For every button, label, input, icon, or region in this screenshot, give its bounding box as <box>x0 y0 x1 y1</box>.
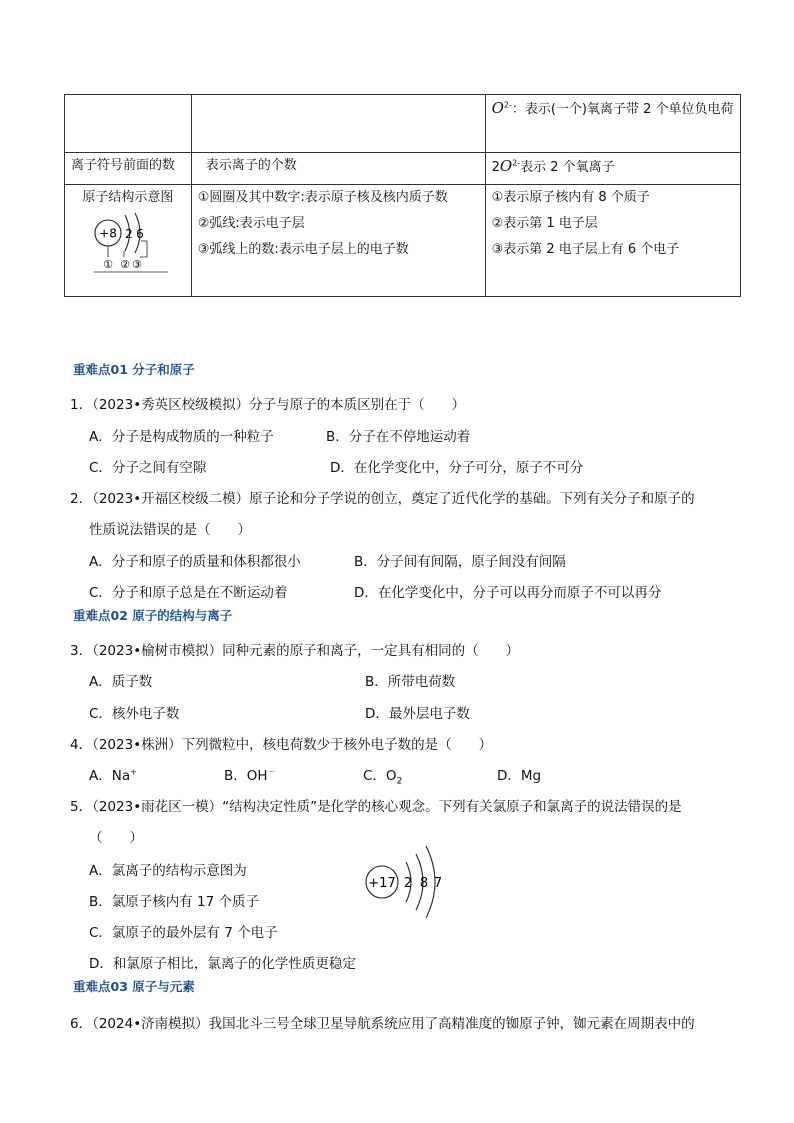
structure-example-item: ③表示第 2 电子层上有 6 个电子 <box>491 242 680 257</box>
option-text: A．Na <box>89 768 131 784</box>
charge-superscript: + <box>130 767 137 777</box>
table-cell <box>191 185 485 297</box>
row-label-structure: 原子结构示意图 <box>82 190 174 205</box>
question-3-option-b: B．所带电荷数 <box>365 674 456 690</box>
question-1-option-d: D．在化学变化中，分子可分，原子不可分 <box>330 460 584 476</box>
question-2-stem: 2．（2023•开福区校级二模）原子论和分子学说的创立，奠定了近代化学的基础。下列有关分子和原子的 <box>70 491 695 507</box>
table-row <box>65 153 741 185</box>
ion-number-meaning: 表示离子的个数 <box>191 153 485 185</box>
ion-charge-meaning: ：表示(一个)氧离子带 2 个单位负电荷 <box>511 102 734 117</box>
table-cell <box>65 185 192 297</box>
question-2-option-b: B．分子间有间隔，原子间没有间隔 <box>354 554 566 570</box>
ion-count-prefix: 2 <box>491 160 500 175</box>
structure-meaning-item: ①圆圈及其中数字:表示原子核及核内质子数 <box>197 190 448 205</box>
table-cell <box>191 95 485 153</box>
question-3-option-c: C．核外电子数 <box>89 706 180 722</box>
question-4-option-b <box>224 764 276 784</box>
question-3-option-d: D．最外层电子数 <box>365 706 470 722</box>
question-4-option-a <box>89 764 137 784</box>
table-row <box>65 95 741 153</box>
chlorine-ion-diagram <box>358 842 458 922</box>
question-1-stem: 1．（2023•秀英区校级模拟）分子与原子的本质区别在于（ ） <box>70 397 466 413</box>
structure-meaning-item: ③弧线上的数:表示电子层上的电子数 <box>197 242 409 257</box>
question-5-option-b: B．氯原子核内有 17 个质子 <box>89 894 260 910</box>
table-cell <box>485 153 740 185</box>
question-5-option-c: C．氯原子的最外层有 7 个电子 <box>89 925 278 941</box>
question-5-stem-continued: （ ） <box>89 830 143 846</box>
charge-superscript: － <box>267 767 276 777</box>
oxygen-symbol: O <box>491 99 504 117</box>
structure-example-item: ②表示第 1 电子层 <box>491 216 598 231</box>
diagram-label-3: ③ <box>131 258 142 271</box>
diagram-shell-1-count: 2 <box>403 876 413 891</box>
question-3-stem: 3．（2023•榆树市模拟）同种元素的原子和离子，一定具有相同的（ ） <box>70 643 520 659</box>
option-text: C．O <box>363 768 397 784</box>
diagram-shell-3-count: 7 <box>433 876 443 891</box>
question-5-option-d: D．和氯原子相比，氯离子的化学性质更稳定 <box>89 956 356 972</box>
diagram-label-2: ② <box>119 258 130 271</box>
table-cell <box>485 95 740 153</box>
diagram-shell-1-count: 2 <box>125 227 133 241</box>
question-2-option-c: C．分子和原子总是在不断运动着 <box>89 585 288 601</box>
question-6-stem: 6．（2024•济南模拟）我国北斗三号全球卫星导航系统应用了高精准度的铷原子钟，铷元素在周期表中的 <box>70 1016 695 1032</box>
section-heading: 重难点01 分子和原子 <box>73 362 195 377</box>
question-4-option-d: D．Mg <box>497 768 542 784</box>
oxygen-atom-diagram <box>80 211 176 275</box>
question-3-option-a: A．质子数 <box>89 674 153 690</box>
structure-meaning-item: ②弧线:表示电子层 <box>197 216 305 231</box>
subscript: 2 <box>396 776 403 787</box>
section-heading: 重难点03 原子与元素 <box>73 979 195 994</box>
table-row <box>65 185 741 297</box>
diagram-shell-2-count: 6 <box>136 227 144 241</box>
diagram-shell-2-count: 8 <box>419 876 429 891</box>
structure-example-item: ①表示原子核内有 8 个质子 <box>491 190 650 205</box>
charge-superscript: 2- <box>512 158 521 168</box>
question-4-option-c <box>363 764 403 787</box>
section-heading: 重难点02 原子的结构与离子 <box>73 608 233 623</box>
question-1-option-b: B．分子在不停地运动着 <box>326 429 471 445</box>
charge-superscript: 2- <box>503 100 512 110</box>
question-5-option-a: A．氯离子的结构示意图为 <box>89 863 247 879</box>
diagram-nucleus-label: +8 <box>99 226 117 241</box>
table-cell <box>485 185 740 297</box>
diagram-nucleus-label: +17 <box>368 876 396 891</box>
oxygen-symbol: O <box>499 157 513 175</box>
ion-meaning-table <box>64 94 741 297</box>
question-2-option-d: D．在化学变化中，分子可以再分而原子不可以再分 <box>354 585 662 601</box>
question-1-option-a: A．分子是构成物质的一种粒子 <box>89 429 274 445</box>
question-2-stem-continued: 性质说法错误的是（ ） <box>89 522 251 538</box>
row-label-ion-number: 离子符号前面的数 <box>65 153 192 185</box>
table-cell <box>65 95 192 153</box>
diagram-label-1: ① <box>102 258 113 271</box>
question-5-stem: 5．（2023•雨花区一模）“结构决定性质”是化学的核心观念。下列有关氯原子和氯离子的说法错误的是 <box>70 799 682 815</box>
question-1-option-c: C．分子之间有空隙 <box>89 460 207 476</box>
option-text: B．OH <box>224 768 268 784</box>
question-4-stem: 4．（2023•株洲）下列微粒中，核电荷数少于核外电子数的是（ ） <box>70 737 493 753</box>
ion-count-example: 表示 2 个氧离子 <box>520 160 615 175</box>
question-2-option-a: A．分子和原子的质量和体积都很小 <box>89 554 301 570</box>
